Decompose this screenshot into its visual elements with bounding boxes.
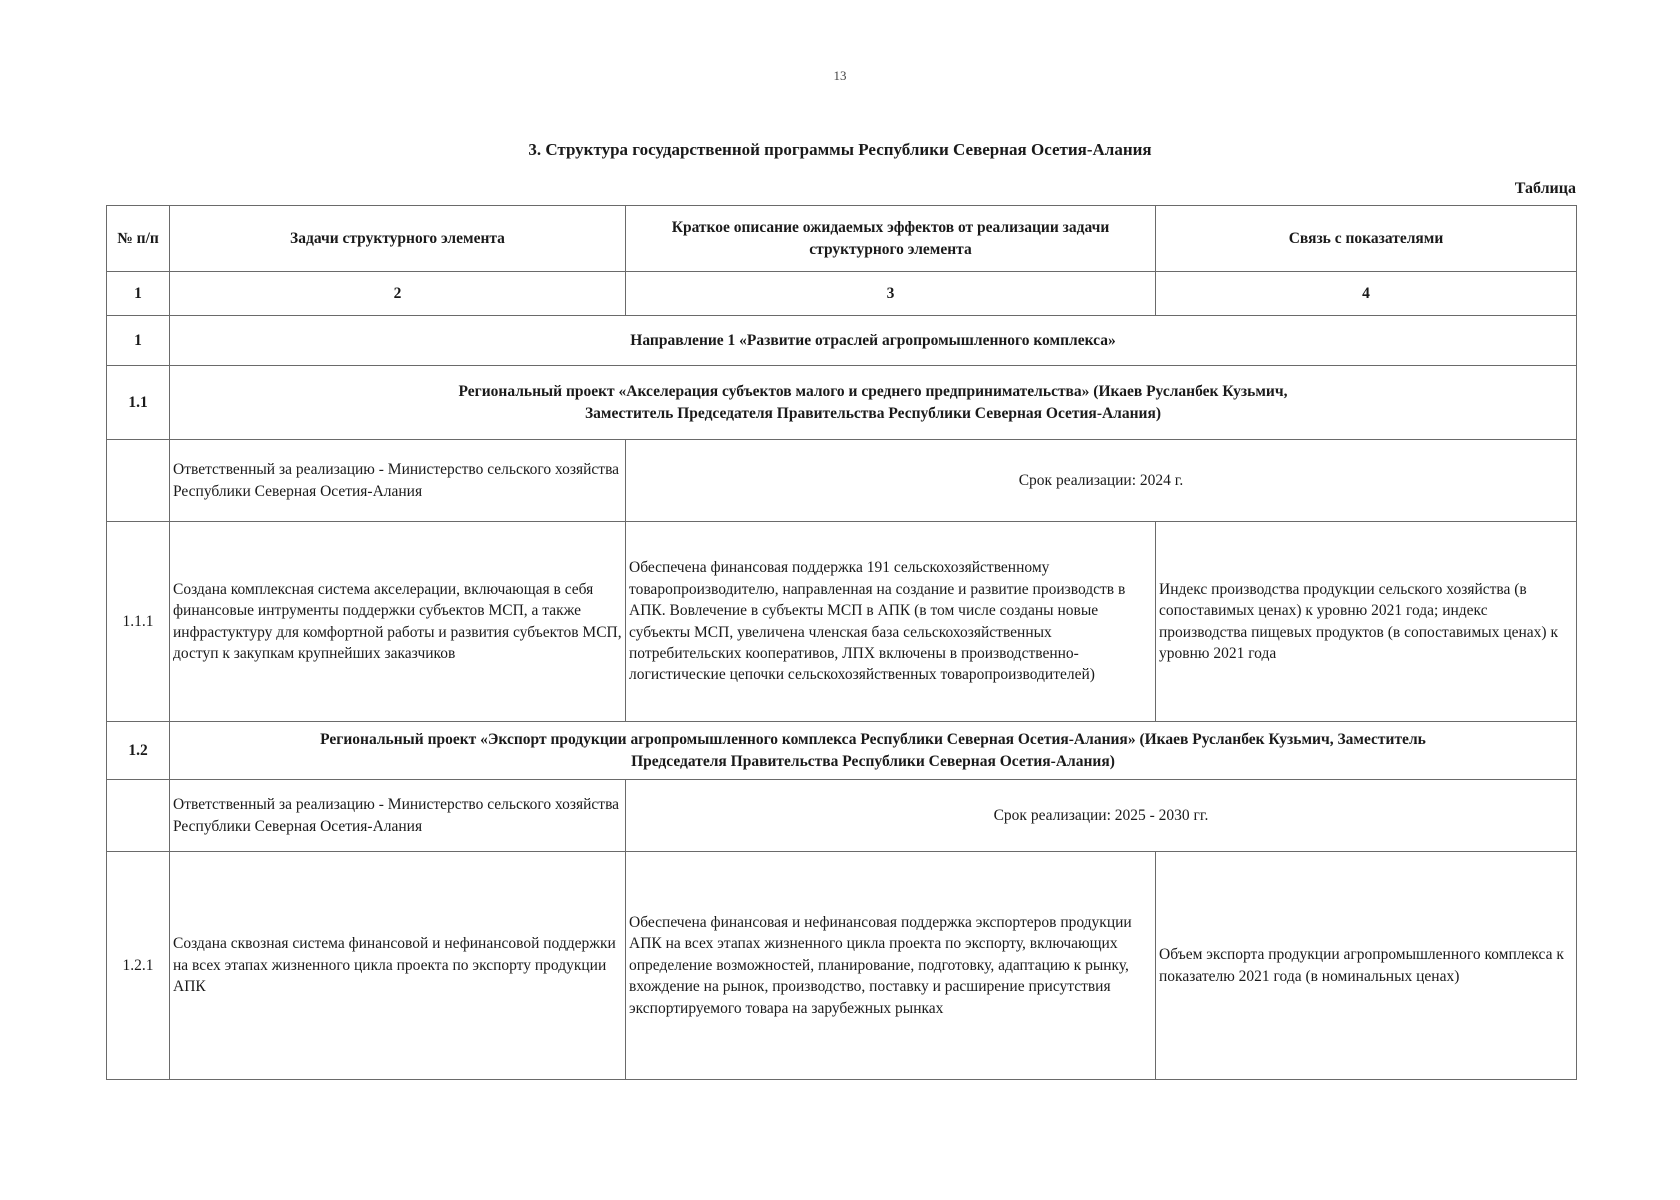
project-1-title-line-2: Заместитель Председателя Правительства Республики Северная Осетия-Алания) <box>584 404 1162 422</box>
column-number-2: 2 <box>170 272 626 316</box>
column-number-3: 3 <box>626 272 1156 316</box>
task-1-2-1-indicator: Объем экспорта продукции агропромышленного комплекса к показателю 2021 года (в номинальных ценах) <box>1156 852 1577 1080</box>
project-2-responsible-num <box>107 780 170 852</box>
project-1-title-line-1: Региональный проект «Акселерация субъектов малого и среднего предпринимательства» (Икаев Русланбек Кузьмич, <box>458 383 1288 401</box>
project-1-term: Срок реализации: 2024 г. <box>626 440 1577 522</box>
task-1-1-1-description: Создана комплексная система акселерации, включающая в себя финансовые интрументы поддержки субъектов МСП, а также инфрастуктуру для комфортной работы и развития субъектов МСП, доступ к закупкам крупнейших заказчиков <box>170 522 626 722</box>
header-indicators: Связь с показателями <box>1156 206 1577 272</box>
project-1-num: 1.1 <box>107 366 170 440</box>
task-1-2-1-effect: Обеспечена финансовая и нефинансовая поддержка экспортеров продукции АПК на всех этапах жизненного цикла проекта по экспорту, включающих определение возможностей, планирование, подготовку, адаптацию к рынку, вхождение на рынок, производство, поставку и расширение присутствия экспортируемого товара на зарубежных рынках <box>626 852 1156 1080</box>
project-2-title <box>170 722 1577 780</box>
project-1-responsible-num <box>107 440 170 522</box>
direction-title: Направление 1 «Развитие отраслей агропромышленного комплекса» <box>170 316 1577 366</box>
project-2-row <box>107 722 1577 780</box>
project-1-title <box>170 366 1577 440</box>
direction-num: 1 <box>107 316 170 366</box>
task-1-1-1-row <box>107 522 1577 722</box>
section-heading: 3. Структура государственной программы Республики Северная Осетия-Алания <box>528 140 1152 159</box>
project-2-term: Срок реализации: 2025 - 2030 гг. <box>626 780 1577 852</box>
column-numbers-row <box>107 272 1577 316</box>
task-1-1-1-num: 1.1.1 <box>107 522 170 722</box>
header-tasks: Задачи структурного элемента <box>170 206 626 272</box>
task-1-1-1-effect: Обеспечена финансовая поддержка 191 сельскохозяйственному товаропроизводителю, направленная на создание и развитие производств в АПК. Вовлечение в субъекты МСП в АПК (в том числе созданы новые субъекты МСП, увеличена членская база сельскохозяйственных потребительских кооперативов, ЛПХ включены в производственно-логистические цепочки сельскохозяйственных товаропроизводителей) <box>626 522 1156 722</box>
table-header-row <box>107 206 1577 272</box>
project-2-responsible: Ответственный за реализацию - Министерство сельского хозяйства Республики Северная Осетия-Алания <box>170 780 626 852</box>
column-number-4: 4 <box>1156 272 1577 316</box>
structure-table <box>106 205 1577 1080</box>
task-1-2-1-description: Создана сквозная система финансовой и нефинансовой поддержки на всех этапах жизненного цикла проекта по экспорту продукции АПК <box>170 852 626 1080</box>
project-2-title-line-2: Председателя Правительства Республики Северная Осетия-Алания) <box>631 752 1115 770</box>
project-1-responsible-row <box>107 440 1577 522</box>
task-1-1-1-indicator: Индекс производства продукции сельского хозяйства (в сопоставимых ценах) к уровню 2021 года; индекс производства пищевых продуктов (в сопоставимых ценах) к уровню 2021 года <box>1156 522 1577 722</box>
column-number-1: 1 <box>107 272 170 316</box>
direction-row <box>107 316 1577 366</box>
project-1-responsible: Ответственный за реализацию - Министерство сельского хозяйства Республики Северная Осетия-Алания <box>170 440 626 522</box>
project-1-row <box>107 366 1577 440</box>
project-2-title-line-1: Региональный проект «Экспорт продукции агропромышленного комплекса Республики Северная Осетия-Алания» (Икаев Русланбек Кузьмич, Заместитель <box>320 731 1426 749</box>
project-2-responsible-row <box>107 780 1577 852</box>
header-effects: Краткое описание ожидаемых эффектов от реализации задачи структурного элемента <box>626 206 1156 272</box>
project-2-num: 1.2 <box>107 722 170 780</box>
table-caption: Таблица <box>1514 180 1576 197</box>
task-1-2-1-num: 1.2.1 <box>107 852 170 1080</box>
header-num: № п/п <box>107 206 170 272</box>
page-number: 13 <box>833 68 847 83</box>
task-1-2-1-row <box>107 852 1577 1080</box>
